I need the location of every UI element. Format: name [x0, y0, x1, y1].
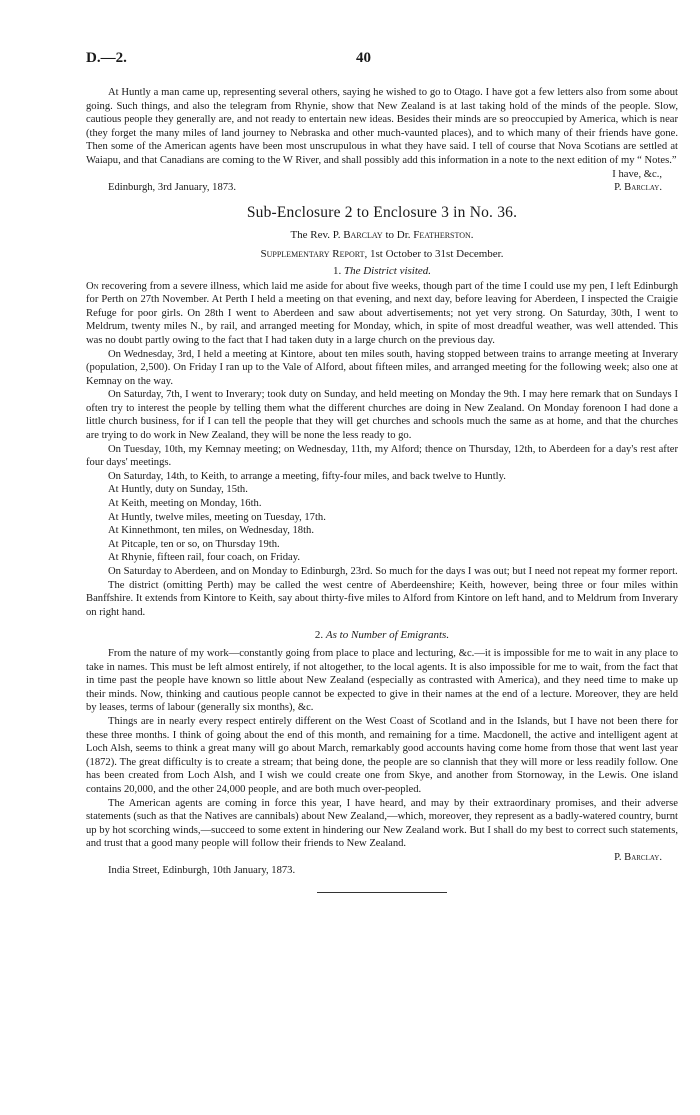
- sub-enclosure-heading: Sub-Enclosure 2 to Enclosure 3 in No. 36.: [246, 204, 518, 222]
- itinerary-item: At Huntly, duty on Sunday, 15th.: [108, 484, 248, 496]
- paragraph-text: recovering from a severe illness, which laid me aside for about five weeks, though part of the time I could use my pen, I left Edinburgh for Perth on 27th November. At Perth I held a meeting on that evening, and next day, before leaving for Aberdeen, I inspected the Craigie Refuge for poor girls. On 28th I went to Aberdeen and saw about advertisements; not yet very strong. On Saturday, 30th, I went to Meldrum, twenty miles N., by rail, and arranged meeting for Monday, which, in spite of most dreadful weather, was well attended. This was no doubt partly owing to the fact that I had taken duty in a large church on the previous day.: [86, 280, 678, 346]
- page-header: [86, 52, 678, 76]
- address-line: [86, 229, 678, 243]
- closing-rule: [317, 892, 447, 893]
- body-paragraph: Things are in nearly every respect entirely different on the West Coast of Scotland and in the Islands, but I have not been there for these three months. I think of going about the end of this month, and remaining for a time. Macdonell, the active and intelligent agent at Loch Alsh, seems to think a great many will go about March, remarkably good accounts having come home from those that went last year (1872). The great difficulty is to create a stream; that being done, the people are so clannish that they will more or less readily follow. One has been created from Loch Alsh, and I wish we could create one from Skye, and another from Stornoway, in the Lewis. One island contains 20,000, and the other 24,000 people, and are both much over-peopled.: [86, 715, 678, 795]
- itinerary-item: At Huntly, twelve miles, meeting on Tuesday, 17th.: [108, 511, 326, 523]
- section-heading-district: [86, 265, 678, 279]
- address-from-name: Barclay: [343, 228, 383, 241]
- report-signature: P. Barclay.: [614, 851, 662, 863]
- body-paragraph: On Saturday to Aberdeen, and on Monday to Edinburgh, 23rd. So much for the days I was out; but I need not repeat my former report.: [108, 566, 678, 577]
- report-title-period: 1st October to 31st December.: [369, 248, 504, 261]
- document-reference: D.—2.: [86, 50, 127, 66]
- body-paragraph: [86, 280, 678, 348]
- letter-continuation: [86, 86, 678, 195]
- body-paragraph: On Saturday, 7th, I went to Inverary; took duty on Sunday, and held meeting on Monday the 9th. I may here remark that on Sundays I often try to interest the people by telling them what the different churches are doing in New Zealand. On Monday forenoon I had done a little church business, for if I can tell the people that they will get churches and schools much the same as at home, and that the churches are trying to do work in New Zealand, they will be none the less ready to go.: [86, 389, 678, 442]
- body-paragraph: On Wednesday, 3rd, I held a meeting at Kintore, about ten miles south, having stopped between trains to arrange meeting at Inverary (population, 2,500). On Friday I ran up to the Vale of Alford, about fifteen miles, and arranged meeting for the following week; also one at Kemnay on the way.: [86, 348, 678, 387]
- section-title: The District visited.: [343, 264, 432, 277]
- lead-word: On: [86, 280, 99, 292]
- body-paragraph: The district (omitting Perth) may be called the west centre of Aberdeenshire; Keith, however, being three or four miles within Banffshire. It extends from Kintore to Keith, say about thirty-five miles to Alford from Kintore on left hand, and to Meldrum from Inverary on right hand.: [86, 579, 678, 618]
- letter-signature: P. Barclay.: [614, 182, 662, 194]
- section-number: 2.: [314, 629, 324, 642]
- itinerary-list: [86, 470, 678, 565]
- body-paragraph: The American agents are coming in force this year, I have heard, and may by their extraordinary promises, and their adverse statements (such as that the Natives are cannibals) about New Zealand,—which, moreover, they represent as a badly-watered country, burnt up by hot scorching winds,—succeed to some extent in hindering our New Zealand work. But I shall do my best to correct such statements, and trust that a good many people will follow their friends to New Zealand.: [86, 797, 678, 850]
- section-title: As to Number of Emigrants.: [325, 629, 450, 642]
- section-number: 1.: [332, 264, 342, 277]
- body-paragraph: On Tuesday, 10th, my Kemnay meeting; on Wednesday, 11th, my Alford; thence on Thursday, 12th, to Aberdeen for a day's rest after four days' meetings.: [86, 443, 678, 469]
- document-page: [86, 52, 678, 893]
- section-heading-emigrants: [86, 629, 678, 643]
- address-from: The Rev. P.: [290, 228, 341, 241]
- sub-enclosure: [86, 206, 678, 893]
- itinerary-item: On Saturday, 14th, to Keith, to arrange a meeting, fifty-four miles, and back twelve to Huntly.: [108, 470, 506, 482]
- letter-paragraph: At Huntly a man came up, representing several others, saying he wished to go to Otago. I have got a few letters also from some about going. Such things, and also the telegram from Rhynie, show that New Zealand is at last taking hold of the minds of the people. Slow, cautious people they generally are, and not ready to entertain new ideas. Besides their minds are so preoccupied by America, which is near (they forget the many miles of land journey to Nebraska and other much-vaunted places), and to which many of their friends have gone. Then some of the American agents have been most unscrupulous in what they have said. I tell of course that Nova Scotians are settled at Waiapu, and that Canadians are coming to the W River, and shall possibly add this information in a note to the next edition of my “ Notes.”: [86, 87, 678, 166]
- report-title-label: Supplementary Report,: [260, 248, 368, 261]
- itinerary-item: At Rhynie, fifteen rail, four coach, on Friday.: [108, 552, 301, 564]
- itinerary-item: At Keith, meeting on Monday, 16th.: [108, 498, 262, 510]
- body-paragraph: From the nature of my work—constantly going from place to place and lecturing, &c.—it is impossible for me to wait in any place to take in names. This must be left almost entirely, if not altogether, to the local agents. It is also impossible for me to wait, from the fact that in time past the people have known so little about New Zealand (especially as contrasted with America), and they need time to make up their minds. Now, thinking and cautious people cannot be expected to give in their names at the end of a lecture. Moreover, they are held by leases, terms of labour (generally six months), &c.: [86, 647, 678, 714]
- letter-signoff: [86, 181, 678, 195]
- report-title: [86, 248, 678, 262]
- page-number: 40: [356, 50, 371, 66]
- letter-place-date: Edinburgh, 3rd January, 1873.: [108, 182, 236, 194]
- address-to-name: Featherston.: [413, 228, 474, 241]
- itinerary-item: At Kinnethmont, ten miles, on Wednesday, 18th.: [108, 525, 314, 537]
- address-to: to Dr.: [385, 228, 411, 241]
- report-place-date: India Street, Edinburgh, 10th January, 1873.: [108, 865, 296, 877]
- itinerary-item: At Pitcaple, ten or so, on Thursday 19th.: [108, 538, 280, 550]
- letter-closing: I have, &c.,: [612, 168, 662, 180]
